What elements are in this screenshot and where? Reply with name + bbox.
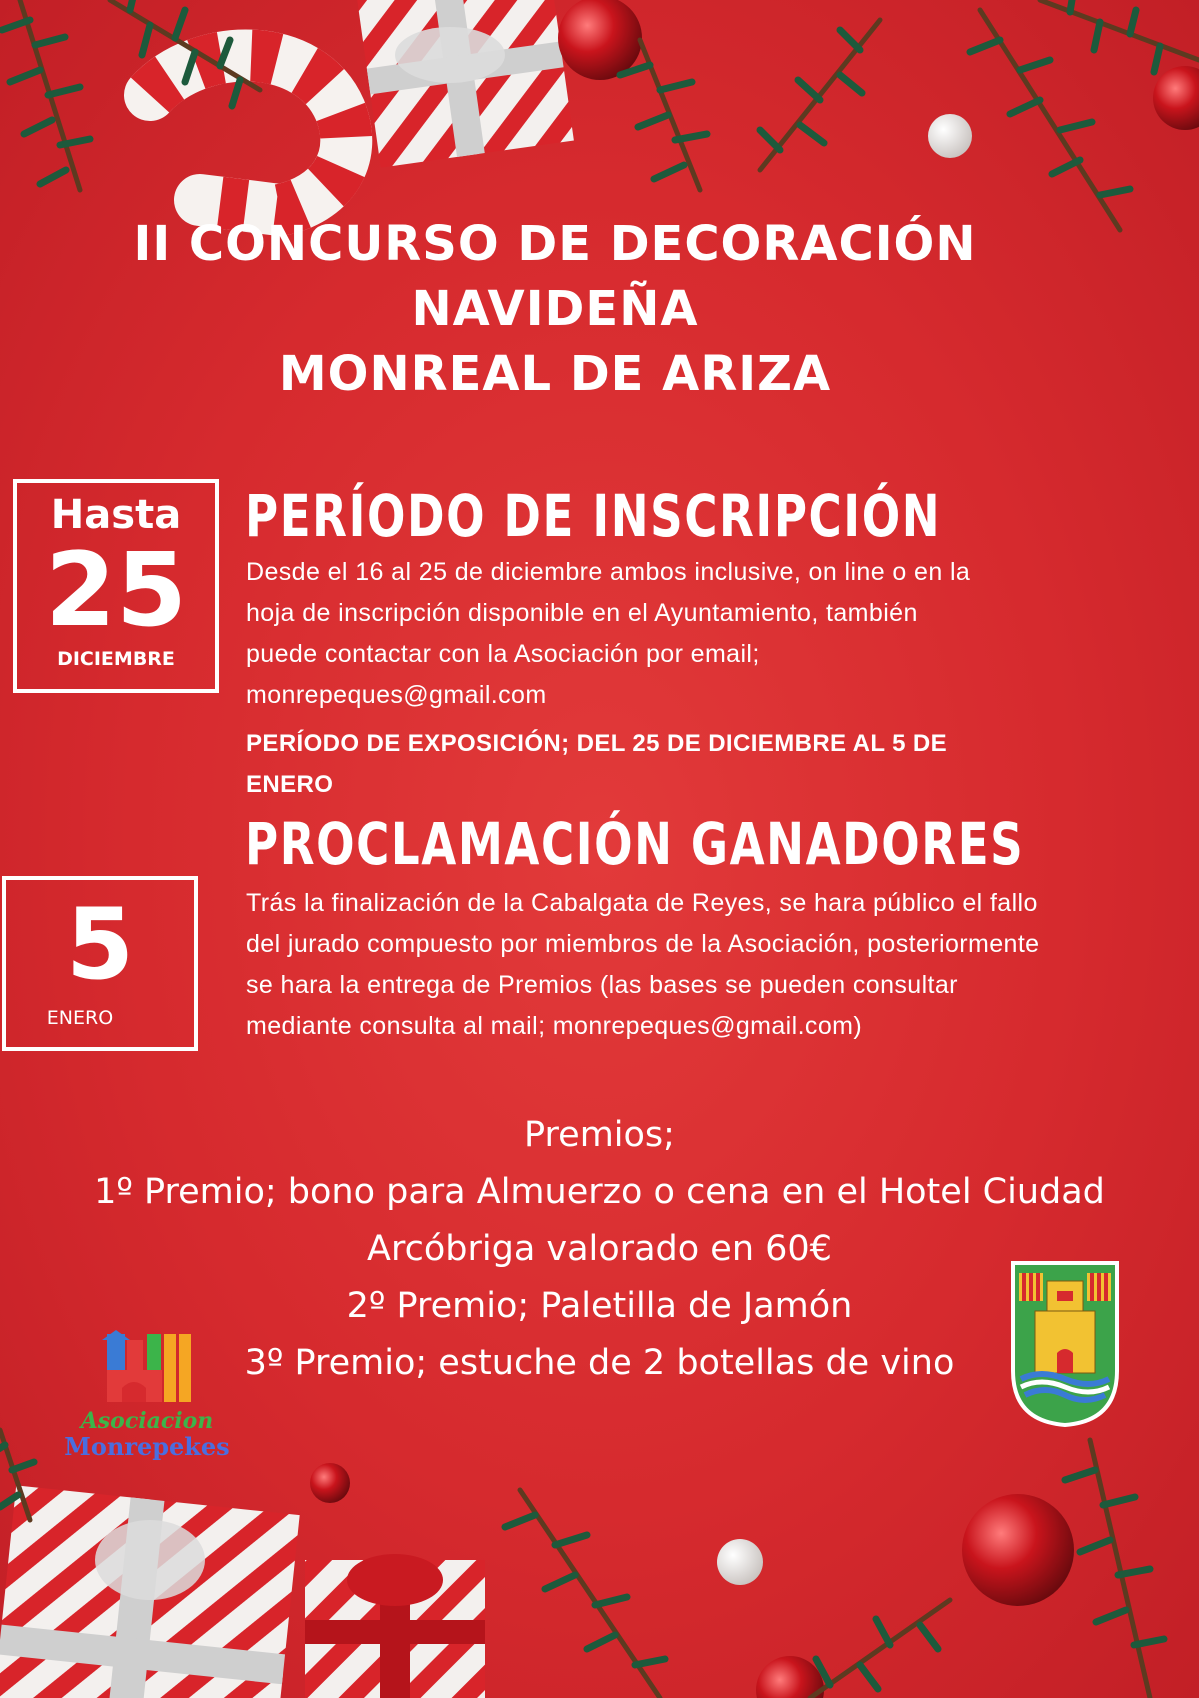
title-line-1: II CONCURSO DE DECORACIÓN [133, 216, 977, 272]
ornament-ball-icon [928, 114, 972, 158]
castle-logo-icon [52, 1330, 242, 1408]
exposicion-text [246, 723, 1126, 805]
date-box-ganadores [2, 876, 198, 1051]
exposicion-line: PERÍODO DE EXPOSICIÓN; DEL 25 DE DICIEMBRE AL 5 DE [246, 730, 948, 757]
date-box-month: ENERO [46, 1007, 114, 1029]
date-box-inscripcion [13, 479, 219, 693]
ganadores-line: Trás la finalización de la Cabalgata de Reyes, se hara público el fallo [246, 889, 1038, 917]
ganadores-line: se hara la entrega de Premios (las bases se pueden consultar [246, 971, 958, 999]
date-box-month: DICIEMBRE [57, 648, 175, 670]
date-box-day: 25 [45, 531, 187, 650]
exposicion-line: ENERO [246, 771, 334, 798]
ganadores-text [246, 883, 1176, 1047]
inscripcion-line: Desde el 16 al 25 de diciembre ambos inclusive, on line o en la [246, 558, 971, 586]
coat-of-arms-icon [1011, 1261, 1119, 1427]
inscripcion-line: puede contactar con la Asociación por email; [246, 640, 760, 668]
date-box-day: 5 [65, 888, 135, 1002]
ornament-ball-icon [717, 1539, 763, 1585]
poster-title [0, 212, 1110, 407]
association-name: Asociacion [80, 1408, 214, 1434]
inscripcion-email: monrepeques@gmail.com [246, 681, 547, 709]
prize-line: 1º Premio; bono para Almuerzo o cena en el Hotel Ciudad [94, 1172, 1105, 1212]
prizes-title: Premios; [524, 1115, 675, 1155]
prize-line: 2º Premio; Paletilla de Jamón [346, 1286, 853, 1326]
ornament-ball-icon [1153, 66, 1199, 130]
ornament-ball-icon [962, 1494, 1074, 1606]
gift-icon [356, 0, 573, 168]
inscripcion-line: hoja de inscripción disponible en el Ayuntamiento, también [246, 599, 918, 627]
title-line-2: NAVIDEÑA [411, 281, 699, 337]
title-line-3: MONREAL DE ARIZA [278, 346, 832, 402]
ganadores-line: mediante consulta al mail; monrepeques@gmail.com) [246, 1012, 863, 1040]
inscripcion-text [246, 552, 1126, 716]
ganadores-heading: PROCLAMACIÓN GANADORES [245, 810, 1025, 878]
gift-icon [0, 1485, 300, 1698]
association-name: Monrepekes [64, 1432, 230, 1461]
prize-line: Arcóbriga valorado en 60€ [367, 1229, 832, 1269]
inscripcion-heading: PERÍODO DE INSCRIPCIÓN [245, 482, 942, 550]
prize-line: 3º Premio; estuche de 2 botellas de vino [244, 1343, 955, 1383]
association-logo [52, 1330, 242, 1460]
ornament-ball-icon [558, 0, 642, 80]
ornament-ball-icon [756, 1656, 824, 1698]
gift-icon [305, 1554, 485, 1698]
date-box-prefix: Hasta [50, 492, 182, 538]
candy-cane-icon [150, 55, 346, 210]
ornament-ball-icon [310, 1463, 350, 1503]
ganadores-line: del jurado compuesto por miembros de la Asociación, posteriormente [246, 930, 1040, 958]
